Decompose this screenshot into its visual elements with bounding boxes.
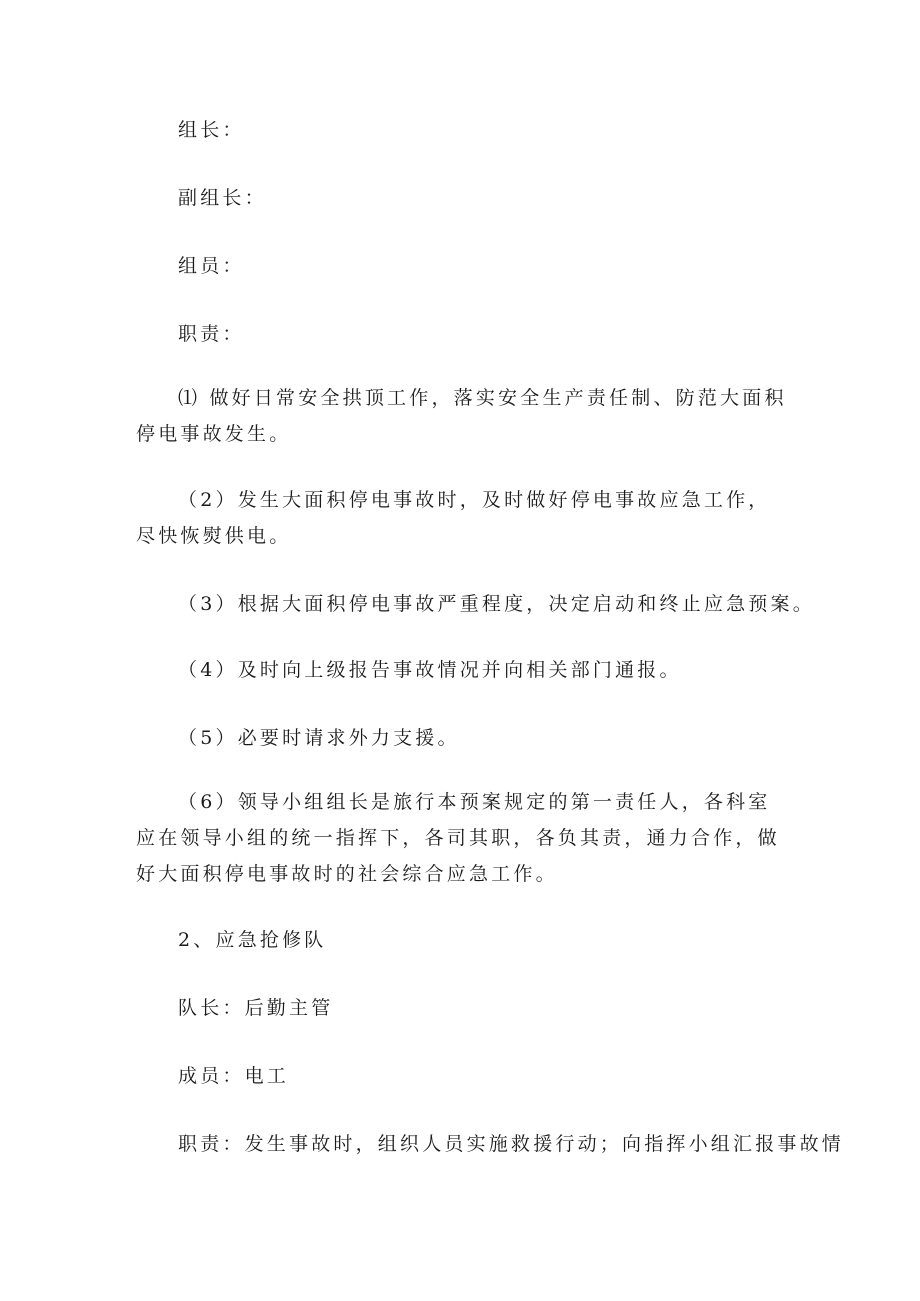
group-leader-line: 组长： [178,119,245,141]
group-members-line: 组员： [178,255,245,277]
duty-item-6: （6）领导小组组长是旅行本预案规定的第一责任人，各科室应在领导小组的统一指挥下，各司其职，各负其责，通力合作，做好大面积停电事故时的社会综合应急工作。 [136,791,780,885]
duty-item-2: （2）发生大面积停电事故时，及时做好停电事故应急工作，尽快恢熨供电。 [136,489,771,547]
duty-item-3: （3）根据大面积停电事故严重程度，决定启动和终止应急预案。 [178,593,815,615]
team-members-line: 成员：电工 [178,1065,290,1087]
duty-item-4: （4）及时向上级报告事故情况并向相关部门通报。 [178,659,682,681]
duties-heading: 职责： [178,323,245,345]
team-duty-line: 职责：发生事故时，组织人员实施救援行动；向指挥小组汇报事故情 [178,1133,845,1155]
duty-item-1: ⑴ 做好日常安全拱顶工作，落实安全生产责任制、防范大面积停电事故发生。 [136,387,787,445]
duty-item-5: （5）必要时请求外力支援。 [178,727,460,749]
team-leader-line: 队长：后勤主管 [178,997,334,1019]
deputy-leader-line: 副组长： [178,187,267,209]
section-2-heading: 2、应急抢修队 [178,929,327,951]
